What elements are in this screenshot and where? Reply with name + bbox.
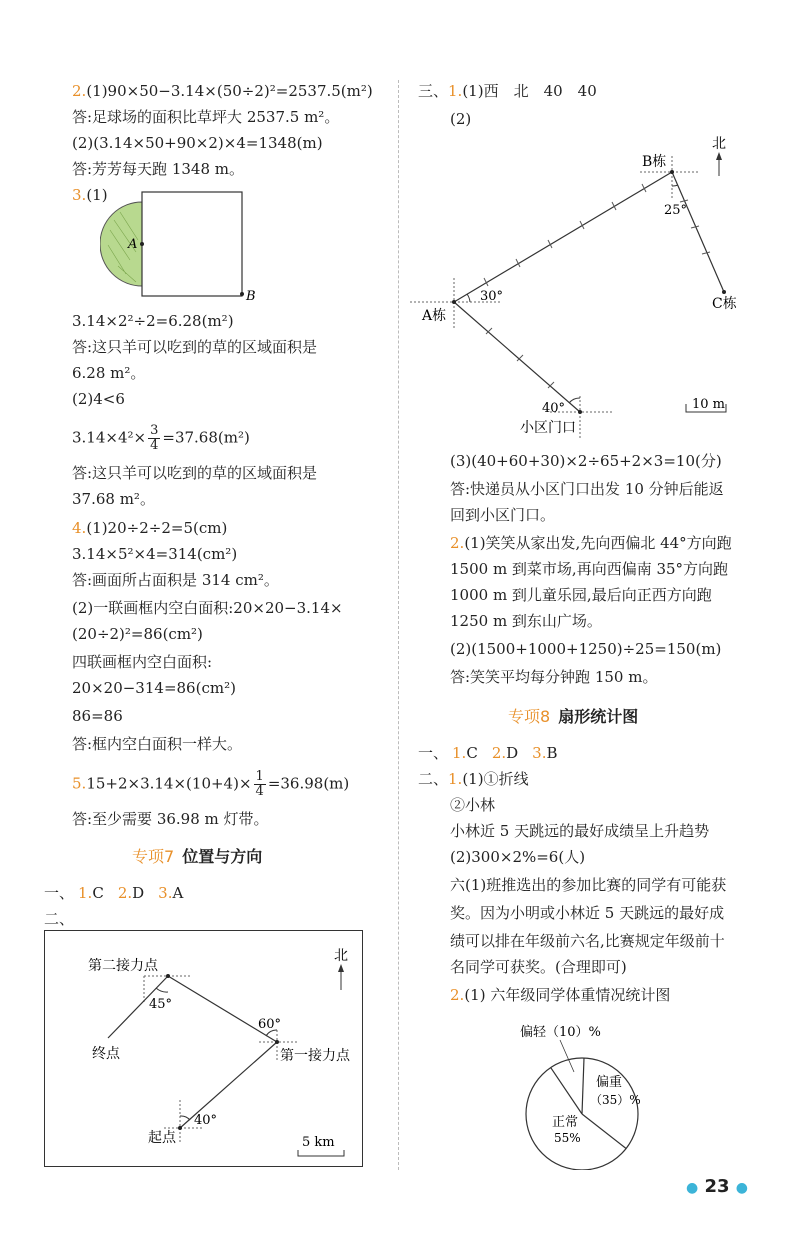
c-building-label: C栋 bbox=[712, 296, 737, 312]
q4-part1: 4.(1)20÷2÷2=5(cm) bbox=[72, 519, 228, 537]
angle-40-label: 40° bbox=[194, 1113, 218, 1128]
route-segment-relay2 bbox=[168, 976, 277, 1042]
q2-1a: 2.(1)笑笑从家出发,先向西偏北 44°方向跑 bbox=[450, 534, 732, 552]
q3-2-label: (2) bbox=[450, 110, 472, 128]
s8-2-title: 2.(1) 六年级同学体重情况统计图 bbox=[450, 986, 671, 1004]
q4-part2a: (2)一联画框内空白面积:20×20−3.14× bbox=[72, 599, 343, 617]
weight-pie-chart bbox=[500, 1010, 680, 1170]
q3-3-answer-b: 回到小区门口。 bbox=[450, 506, 556, 524]
angle-25-label: 25° bbox=[664, 203, 688, 218]
q5-answer: 答:至少需要 36.98 m 灯带。 bbox=[72, 810, 269, 828]
q2-part1-answer: 答:足球场的面积比草坪大 2537.5 m²。 bbox=[72, 108, 340, 126]
gate-label: 小区门口 bbox=[520, 420, 576, 436]
s8-1e: 六(1)班推选出的参加比赛的同学有可能获 bbox=[450, 876, 727, 894]
q3-part2: (2)4<6 bbox=[72, 390, 125, 408]
point-a-dot bbox=[140, 242, 144, 246]
s7-part2-label: 二、 bbox=[44, 910, 75, 928]
s8-1c: 小林近 5 天跳远的最好成绩呈上升趋势 bbox=[450, 822, 710, 840]
end-point-label: 终点 bbox=[92, 1046, 120, 1062]
route-gate-to-a bbox=[454, 302, 580, 412]
q4-part2e: 86=86 bbox=[72, 707, 123, 725]
q2-part1: 2.(1)90×50−3.14×(50÷2)²=2537.5(m²) bbox=[72, 82, 373, 100]
delivery-route-map bbox=[400, 128, 760, 446]
angle-45-label: 45° bbox=[149, 997, 173, 1012]
angle-40-label-2: 40° bbox=[542, 401, 566, 416]
s8-1g: 绩可以排在年级前六名,比赛规定年级前十 bbox=[450, 932, 725, 950]
column-divider bbox=[398, 80, 399, 1170]
first-relay-label: 第一接力点 bbox=[280, 1048, 350, 1064]
q4-part2c: 四联画框内空白面积: bbox=[72, 653, 213, 671]
pie-light-label: 偏轻（10）% bbox=[520, 1025, 601, 1040]
scale-label-2: 10 m bbox=[692, 397, 726, 412]
q2-1d: 1250 m 到东山广场。 bbox=[450, 612, 602, 630]
pie-heavy-value: （35）% bbox=[590, 1093, 641, 1107]
a-building-label: A栋 bbox=[422, 308, 447, 324]
route-b-to-c bbox=[672, 172, 724, 292]
angle-30-label: 30° bbox=[480, 289, 504, 304]
q3-1-line: 三、1.(1)西 北 40 40 bbox=[418, 82, 597, 100]
fraction-three-quarters: $\frac{3}{4}$ bbox=[150, 423, 159, 453]
page-dot-left: ● bbox=[685, 1180, 699, 1196]
s8-1d: (2)300×2%=6(人) bbox=[450, 848, 586, 866]
s7-choice-row: 一、 1.C 2.D 3.A bbox=[44, 884, 184, 902]
q3-calc1: 3.14×2²÷2=6.28(m²) bbox=[72, 312, 234, 330]
q4-calc: 3.14×5²×4=314(cm²) bbox=[72, 545, 238, 563]
sheep-grass-figure bbox=[100, 190, 270, 300]
q3-3-answer-a: 答:快递员从小区门口出发 10 分钟后能返 bbox=[450, 480, 724, 498]
section-7-heading: 专项7 位置与方向 bbox=[132, 847, 263, 866]
q4-answer2: 答:框内空白面积一样大。 bbox=[72, 735, 243, 753]
scale-label: 5 km bbox=[302, 1135, 335, 1150]
q3-answer1b: 6.28 m²。 bbox=[72, 364, 146, 382]
q4-part2b: (20÷2)²=86(cm²) bbox=[72, 625, 203, 643]
north-label: 北 bbox=[334, 948, 348, 964]
q3-3-calc: (3)(40+60+30)×2÷65+2×3=10(分) bbox=[450, 452, 722, 470]
s8-1b: ②小林 bbox=[450, 796, 496, 814]
q2-2-answer: 答:笑笑平均每分钟跑 150 m。 bbox=[450, 668, 658, 686]
s8-1h: 名同学可获奖。(合理即可) bbox=[450, 958, 627, 976]
pie-heavy-label: 偏重 bbox=[596, 1075, 623, 1090]
fraction-one-quarter: $\frac{1}{4}$ bbox=[255, 769, 264, 799]
point-b-dot bbox=[240, 292, 244, 296]
point-b-label: B bbox=[246, 289, 256, 300]
second-relay-label: 第二接力点 bbox=[88, 958, 158, 974]
q3-answer1a: 答:这只羊可以吃到的草的区域面积是 bbox=[72, 338, 318, 356]
angle-60-label: 60° bbox=[258, 1017, 282, 1032]
square-shed bbox=[142, 192, 242, 296]
page-number: ● 23 ● bbox=[685, 1176, 748, 1197]
q3-part1: 3.(1) bbox=[72, 186, 108, 204]
north-label-2: 北 bbox=[712, 136, 726, 152]
start-point-label: 起点 bbox=[148, 1130, 176, 1146]
s8-choice-row: 一、 1.C 2.D 3.B bbox=[418, 744, 558, 762]
pie-normal-label: 正常 bbox=[552, 1115, 579, 1130]
scale-bar bbox=[298, 1150, 344, 1156]
q3-calc2: 3.14×4²× $\frac{3}{4}$ =37.68(m²) bbox=[72, 423, 250, 453]
relay-route-map bbox=[44, 930, 364, 1168]
b-building-label: B栋 bbox=[642, 154, 667, 170]
q2-1b: 1500 m 到菜市场,再向西偏南 35°方向跑 bbox=[450, 560, 729, 578]
point-a-label: A bbox=[128, 237, 138, 252]
q3-answer2a: 答:这只羊可以吃到的草的区域面积是 bbox=[72, 464, 318, 482]
q2-1c: 1000 m 到儿童乐园,最后向正西方向跑 bbox=[450, 586, 712, 604]
q2-2-calc: (2)(1500+1000+1250)÷25=150(m) bbox=[450, 640, 722, 658]
q2-part2-answer: 答:芳芳每天跑 1348 m。 bbox=[72, 160, 244, 178]
q4-answer1: 答:画面所占面积是 314 cm²。 bbox=[72, 571, 279, 589]
page-dot-right: ● bbox=[735, 1180, 748, 1196]
q2-part2: (2)(3.14×50+90×2)×4=1348(m) bbox=[72, 134, 323, 152]
s8-1a: 二、1.(1)①折线 bbox=[418, 770, 529, 788]
q3-answer2b: 37.68 m²。 bbox=[72, 490, 155, 508]
s8-1f: 奖。因为小明或小林近 5 天跳远的最好成 bbox=[450, 904, 725, 922]
q5-calc: 5.15+2×3.14×(10+4)× $\frac{1}{4}$ =36.98(m) bbox=[72, 769, 350, 799]
pie-normal-value: 55% bbox=[554, 1131, 581, 1145]
section-8-heading: 专项8 扇形统计图 bbox=[508, 707, 639, 726]
q4-part2d: 20×20−314=86(cm²) bbox=[72, 679, 236, 697]
